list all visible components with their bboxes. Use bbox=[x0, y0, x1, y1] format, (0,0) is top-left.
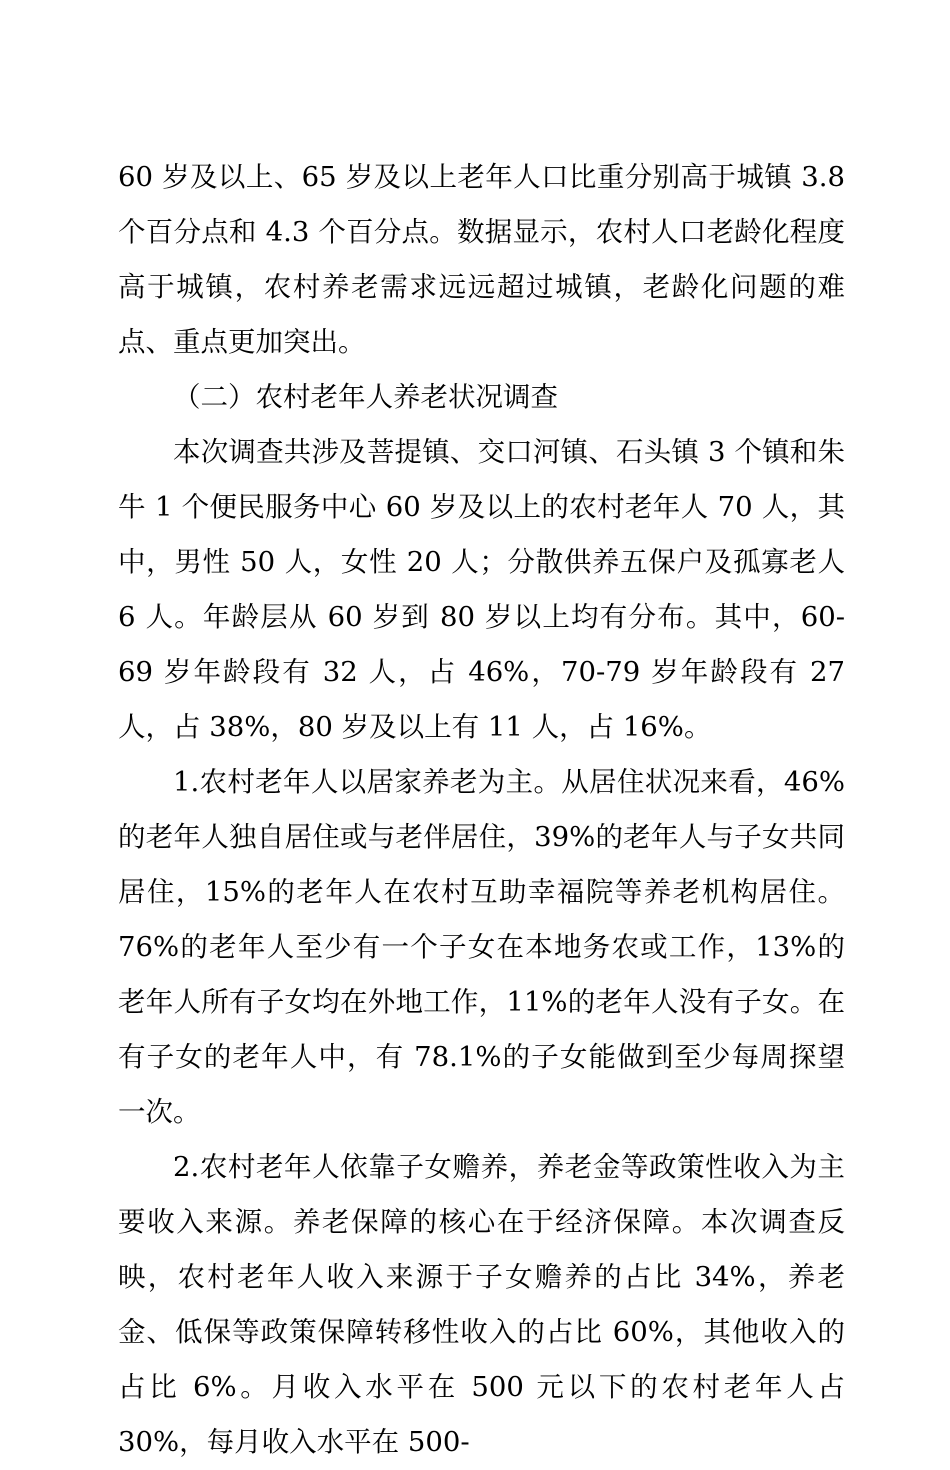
document-body bbox=[118, 150, 845, 1470]
paragraph-item-1-home-care: 1.农村老年人以居家养老为主。从居住状况来看，46%的老年人独自居住或与老伴居住，39%的老年人与子女共同居住，15%的老年人在农村互助幸福院等养老机构居住。76%的老年人至少有一个子女在本地务农或工作，13%的老年人所有子女均在外地工作，11%的老年人没有子女。在有子女的老年人中，有 78.1%的子女能做到至少每周探望一次。 bbox=[118, 766, 845, 1128]
paragraph-section-heading: （二）农村老年人养老状况调查 bbox=[173, 381, 558, 413]
paragraph-item-2-income-sources: 2.农村老年人依靠子女赡养，养老金等政策性收入为主要收入来源。养老保障的核心在于经济保障。本次调查反映，农村老年人收入来源于子女赡养的占比 34%，养老金、低保等政策保障转移性收入的占比 60%，其他收入的占比 6%。月收入水平在 500 元以下的农村老年人占 30%，每月收入水平在 500- bbox=[118, 1151, 845, 1458]
paragraph-survey-scope: 本次调查共涉及菩提镇、交口河镇、石头镇 3 个镇和朱牛 1 个便民服务中心 60 岁及以上的农村老年人 70 人，其中，男性 50 人，女性 20 人；分散供养五保户及孤寡老人 6 人。年龄层从 60 岁到 80 岁以上均有分布。其中，60-69 岁年龄段有 32 人，占 46%，70-79 岁年龄段有 27 人，占 38%，80 岁及以上有 11 人，占 16%。 bbox=[118, 436, 845, 743]
paragraph-continued-aging-comparison: 60 岁及以上、65 岁及以上老年人口比重分别高于城镇 3.8 个百分点和 4.3 个百分点。数据显示，农村人口老龄化程度高于城镇，农村养老需求远远超过城镇，老龄化问题的难点、重点更加突出。 bbox=[118, 161, 845, 358]
